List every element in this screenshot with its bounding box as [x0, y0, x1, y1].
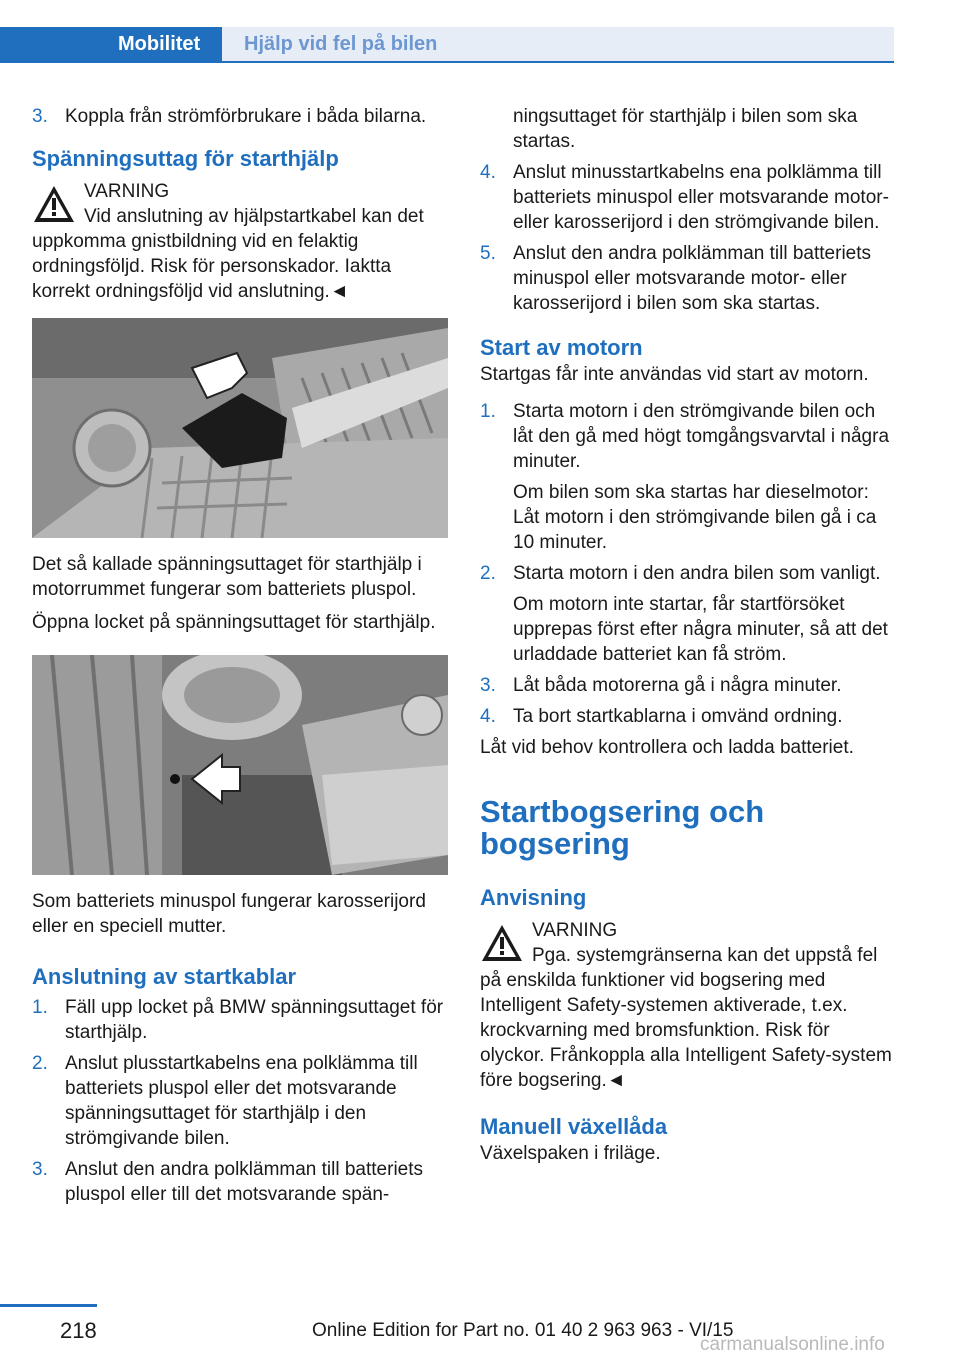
- right-column: [480, 104, 896, 1174]
- list-number: 3.: [32, 106, 48, 127]
- page-number: 218: [60, 1318, 97, 1343]
- footer-rule: [0, 1304, 97, 1307]
- warning-title: VARNING: [532, 920, 618, 941]
- list-text: Fäll upp locket på BMW spänningsuttaget för starthjälp.: [65, 997, 444, 1043]
- list-number: 4.: [480, 706, 496, 727]
- list-text: Anslut den andra polklämman till batteriets pluspol eller till det motsvarande spän-: [65, 1159, 424, 1205]
- paragraph: Som batteriets minuspol fungerar karosserijord eller en speciell mutter.: [32, 891, 426, 937]
- engine-photo-jump-terminal: [32, 318, 448, 538]
- list-number: 2.: [480, 563, 496, 584]
- watermark: carmanualsonline.info: [700, 1334, 885, 1355]
- list-item: [480, 399, 896, 555]
- section-heading-manual: Manuell växellåda: [480, 1114, 668, 1139]
- left-column: [32, 104, 448, 1213]
- list-number: 3.: [32, 1159, 48, 1180]
- list-item: [32, 1051, 448, 1151]
- section-heading-start: Start av motorn: [480, 335, 643, 360]
- list-text: Låt båda motorerna gå i några minuter.: [513, 675, 842, 696]
- header-chapter-tab: Mobilitet: [0, 27, 222, 61]
- list-text: Ta bort startkablarna i omvänd ordning.: [513, 706, 843, 727]
- list-number: 1.: [480, 401, 496, 422]
- list-text: Starta motorn i den andra bilen som vanligt.: [513, 563, 881, 584]
- warning-box: [32, 179, 448, 304]
- list-text: ningsuttaget för starthjälp i bilen som ska startas.: [513, 106, 858, 152]
- list-text: Koppla från strömförbrukare i båda bilarna.: [65, 106, 427, 127]
- list-text: Starta motorn i den strömgivande bilen och låt den gå med högt tomgångsvarvtal i några minuter.: [513, 401, 890, 472]
- section-heading-anslutning: Anslutning av startkablar: [32, 964, 297, 989]
- header-section-tab: Hjälp vid fel på bilen: [222, 27, 894, 61]
- chapter-heading-towing: Startbogsering och bogsering: [480, 794, 765, 861]
- warning-text: Vid anslutning av hjälpstartkabel kan det uppkomma gnistbildning vid en felaktig ordningsföljd. Risk för personskador. Iaktta korrekt ordningsföljd vid anslutning.◄: [32, 206, 424, 302]
- page-header: [0, 0, 894, 62]
- paragraph: Startgas får inte användas vid start av motorn.: [480, 364, 869, 385]
- list-text: Anslut den andra polklämman till batteriets minuspol eller motsvarande motor- eller karosserijord i bilen som ska startas.: [513, 243, 872, 314]
- engine-photo-ground-point: [32, 655, 448, 875]
- list-number: 5.: [480, 243, 496, 264]
- section-heading-anvisning: Anvisning: [480, 885, 587, 910]
- list-item: [32, 104, 448, 129]
- paragraph: Det så kallade spänningsuttaget för starthjälp i motorrummet fungerar som batteriets pluspol.: [32, 554, 422, 600]
- list-subtext: Om bilen som ska startas har dieselmotor: Låt motorn i den strömgivande bilen gå i ca 10 minuter.: [513, 482, 877, 553]
- edition-note: Online Edition for Part no. 01 40 2 963 963 - VI/15: [312, 1320, 734, 1341]
- warning-box: [480, 918, 896, 1093]
- list-number: 4.: [480, 162, 496, 183]
- header-rule: [0, 61, 894, 63]
- list-item: [480, 241, 896, 316]
- warning-text: Pga. systemgränserna kan det uppstå fel på enskilda funktioner vid bogsering med Intelligent Safety-systemen aktiverade, t.ex. krockvarning med bromsfunktion. Risk för olyckor. Frånkoppla alla Intelligent Safety-system före bogsering.◄: [480, 945, 892, 1091]
- list-number: 3.: [480, 675, 496, 696]
- warning-triangle-icon: [480, 922, 524, 964]
- list-number: 2.: [32, 1053, 48, 1074]
- warning-triangle-icon: [32, 183, 76, 225]
- list-item: [480, 704, 896, 729]
- paragraph: Växelspaken i friläge.: [480, 1143, 661, 1164]
- list-item: [480, 673, 896, 698]
- list-number: 1.: [32, 997, 48, 1018]
- paragraph: Öppna locket på spänningsuttaget för starthjälp.: [32, 612, 436, 633]
- list-text: Anslut minusstartkabelns ena polklämma till batteriets minuspol eller motsvarande motor- eller karosserijord i den strömgivande bilen.: [513, 162, 889, 233]
- list-item: [32, 1157, 448, 1207]
- list-subtext: Om motorn inte startar, får startförsöket upprepas först efter några minuter, så att det urladdade batteriet kan få ström.: [513, 594, 888, 665]
- paragraph: Låt vid behov kontrollera och ladda batteriet.: [480, 737, 854, 758]
- list-item: [480, 561, 896, 667]
- list-item: [480, 160, 896, 235]
- section-heading-spanning: Spänningsuttag för starthjälp: [32, 146, 339, 171]
- list-item-continued: [480, 104, 896, 154]
- list-item: [32, 995, 448, 1045]
- warning-title: VARNING: [84, 181, 170, 202]
- list-text: Anslut plusstartkabelns ena polklämma till batteriets pluspol eller det motsvarande spänningsuttaget för starthjälp i den strömgivande bilen.: [65, 1053, 418, 1149]
